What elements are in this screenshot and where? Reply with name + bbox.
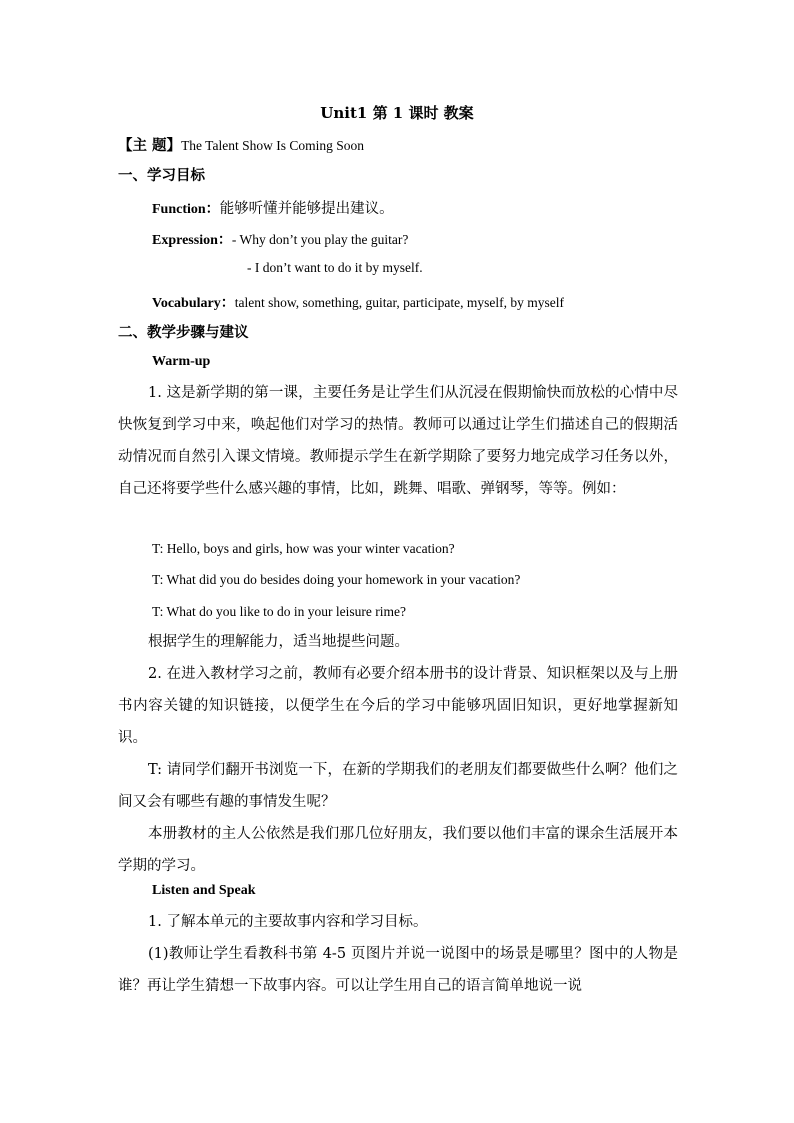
paragraph-3: 2. 在进入教材学习之前，教师有必要介绍本册书的设计背景、知识框架以及与上册书内容关键的知识链接，以便学生在今后的学习中能够巩固旧知识，更好地掌握新知识。 [118,666,678,746]
paragraph-4: T: 请同学们翻开书浏览一下，在新的学期我们的老朋友们都要做些什么啊？他们之间又会有哪些有趣的事情发生呢？ [118,762,678,810]
vocabulary-label: Vocabulary： [152,296,235,311]
function-text: 能够听懂并能够提出建议。 [219,201,394,217]
dialogue-line-2: T: What did you do besides doing your homework in your vacation? [152,572,521,587]
topic-text: The Talent Show Is Coming Soon [181,138,364,153]
dialogue-line-1: T: Hello, boys and girls, how was your winter vacation? [152,541,455,556]
listen-item-1: 1. 了解本单元的主要故事内容和学习目标。 [148,914,428,930]
warmup-label: Warm-up [152,354,211,369]
section2-heading: 二、教学步骤与建议 [118,324,249,341]
topic-label: 【主 题】 [118,137,182,154]
dialogue-line-3: T: What do you like to do in your leisure rime? [152,604,407,619]
paragraph-5: 本册教材的主人公依然是我们那几位好朋友，我们要以他们丰富的课余生活展开本学期的学习。 [118,826,678,874]
topic-line [118,134,364,155]
paragraph-1: 1. 这是新学期的第一课，主要任务是让学生们从沉浸在假期愉快而放松的心情中尽快恢复到学习中来，唤起他们对学习的热情。教师可以通过让学生们描述自己的假期活动情况而自然引入课文情境。教师提示学生在新学期除了要努力地完成学习任务以外，自己还将要学些什么感兴趣的事情，比如，跳舞、唱歌、弹钢琴，等等。例如： [118,385,678,497]
expression-2: - I don’t want to do it by myself. [247,260,423,275]
paragraph-2: 根据学生的理解能力，适当地提些问题。 [148,634,409,650]
function-line [152,197,394,218]
section1-heading: 一、学习目标 [118,167,205,184]
vocabulary-line [152,292,564,312]
listen-speak-label: Listen and Speak [152,883,256,898]
expression-1: - Why don’t you play the guitar? [231,232,409,247]
listen-item-2: (1)教师让学生看教科书第 4-5 页图片并说一说图中的场景是哪里？图中的人物是谁？再让学生猜想一下故事内容。可以让学生用自己的语言简单地说一说 [118,946,678,994]
function-label: Function： [152,202,220,217]
expression-line [152,229,408,249]
expression-label: Expression： [152,233,232,248]
vocabulary-text: talent show, something, guitar, participate, myself, by myself [234,295,564,310]
page-title: Unit1 第 1 课时 教案 [320,104,474,122]
